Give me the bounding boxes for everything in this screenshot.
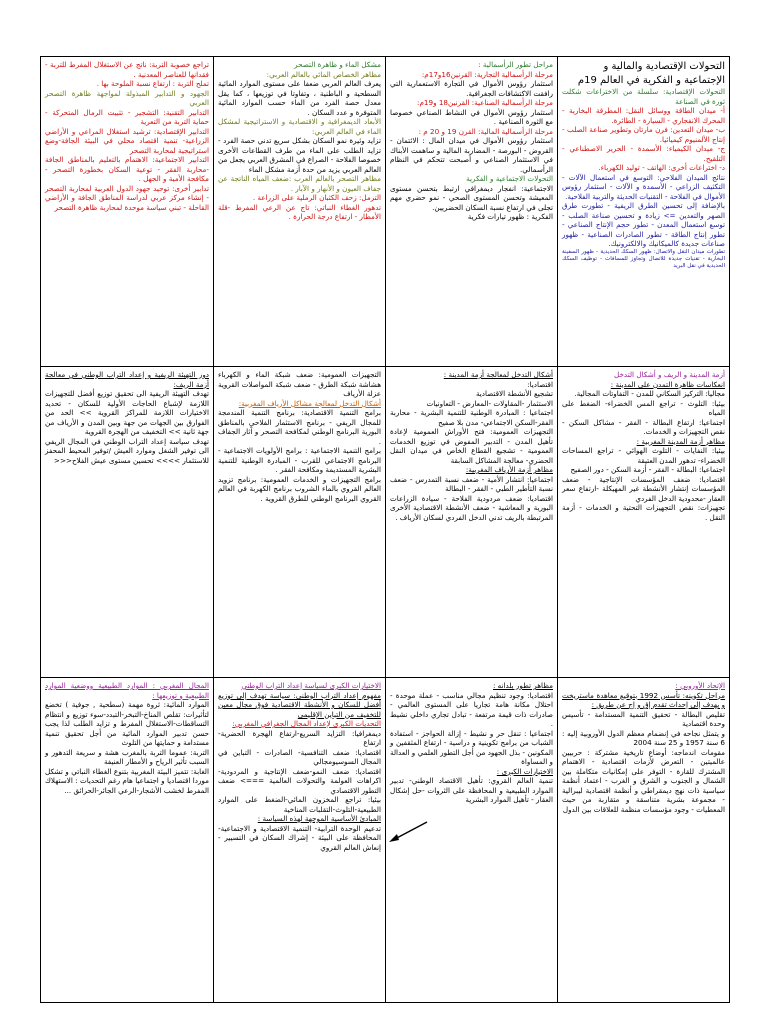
cell-line: أزمة المدينة و الريف و أشكال التدخل [614,370,725,379]
cell-line: تجهيزات: نقص التجهيزات التحتية و الخدمات - أزمة النقل . [562,503,725,522]
cell-line: مرحلة الرأسمالية المالية: القرن 19 و 20 م : [418,126,553,136]
cell-line: مظاهر أزمة الأرياف المغربية: [465,465,553,474]
cell-line: تهدف التهيئة الريفية الى تحقيق توزيع أفضل للتجهيزات اللازمة لإشباع الحاجات الأولية للسكان - تحديد الاختيارات اللازمة للمراكز القروية >> الحد من الفوارق بين الجهات من جهة وبين المدن و الأرياف من جهة ثانية >> التخفيف من الهجرة القروية [45,389,209,436]
cell-line: استثمار رؤوس الأموال في التجارة الاستعمارية التي رافقت الاكتشافات الجغرافية. [390,79,553,98]
cell-economic-transformations [557,57,729,367]
cell-line: التحولات الإقتصادية: سلسلة من الاختراعات شكلت ثورة في الصناعة [562,87,725,106]
cell-line: تدهور الغطاء النباتي: تاج عن الرعي المفرط -قلة الأمطار - ارتفاع درجة الحرارة . [218,202,381,221]
cell-moroccan-resources [41,678,213,1002]
cell-line: الاستثمار -المقاولات -المعارض - التعاونيات [426,398,553,408]
cell-line: تراجع خصوبة التربة: ناتج عن الاستغلال المفرط للتربة - فقدانها للعناصر المعدنية . [45,60,209,79]
cell-line: اقتصاديا: [527,379,553,389]
cell-line: المجال المغربي : الموارد الطبيعية ووضعية الموارد الطبيعية و توزيعها : [45,681,209,700]
cell-european-union [557,678,729,1002]
cell-line: التدابير التقنية: التشجير - تثبيت الرمال المتحركة - حماية التربة من التعرية [45,107,209,126]
cell-line: تدابير أخرى: توحيد جهود الدول العربية لمحاربة التصحر - إنشاء مركز عربي لدراسة المناطق الجافة و الأراضي القاحلة - تبني سياسة موحدة لمحاربة ظاهرة التصحر [45,183,209,212]
cell-line: اقتصاديا: ضعف المؤسسات الإنتاجية - ضعف المؤسسات إنتشار الأنشطة غير المهيكلة -ارتفاع سعر العقار -محدودية الدخل الفردي [562,474,725,503]
cell-city-rural-crisis [557,367,729,678]
cell-line: مراحل تكوينه: تأسس 1992 بتوقيع معاهدة ماستريخت و يهدف إلى إحداث تقدم إق و إج عن طريق : [562,690,725,709]
cell-line: التدابير الاجتماعية: الاهتمام بالتعليم بالمناطق الجافة -محاربة الفقر - توعية السكان بخطورة التصحر - مكافحة الأمية و الجهل . [45,155,209,183]
cell-line: اجتماعيا: البطالة - الفقر - أزمة السكن - دور الصفيح [570,465,725,474]
cell-capitalism-stages [385,57,557,367]
cell-line: استثمار رؤوس الأموال في ميدان المال : الائتمان - القروض - البورصة - المضاربة المالية و ساهمت الأبناك في الاستثمار الصناعي و أصبحت تتحكم في النظام الرأسمالي. [390,136,553,174]
cell-line: اقتصاديا: ضعف النمو-ضعف الإنتاجية و المردودية-اكراهات العولمة والتحولات العالمية ===> ضعف التطور الاقتصادي [218,766,381,795]
cell-rural-planning [41,367,213,678]
cell-line: الترمل: زحف الكثبان الرملية على الزراعة . [252,193,381,202]
cell-line: التجهيزات العمومية: فتح الأوراش العمومية لإعادة تأهيل المدن - التدبير المفوض في توزيع الخدمات العمومية - تشجيع القطاع الخاص في ميدان النقل الحضري- معالجة المشاكل السابقة [390,427,553,465]
cell-line: اقتصاديا: ضعف مردودية الفلاحة - سيادة الزراعات البورية و المعاشية - ضعف الأنشطة الاقتصادية الأخرى المرتبطة بالريف تدني الدخل الفردي لسكان الأرياف . [390,493,553,522]
cell-line: مشكل الماء و ظاهرة التصحر [294,60,381,69]
cell-line: د- اختراعات أخرى: الهاتف - توليد الكهرباء. [598,163,725,172]
cell-line: مرحلة الرأسمالية التجارية: القرنين16و17م: [421,69,553,79]
cell-line: أشكال التدخل لمعالجة مشاكل الأرياف المغربية: [238,398,381,408]
cell-line: اجتماعيا: ارتفاع البطالة - الفقر - مشاكل السكن - نقص التجهيزات و الخدمات. [562,417,725,436]
cell-line: مظاهر التصحر بالعالم العرب :ضعف المياه الناتجة عن جفاف العيون و الأنهار و الآبار . [218,174,381,193]
cell-city-intervention [385,367,557,678]
cell-line: الموارد المائية: ثروة مهمة (سطحية , جوفية ) تخضع لتأثيرات: تقلص المناخ-التبخر-التبدد-سوء توزيع و انتظام التساقطات-الاستغلال المفرط و تزايد الطلب لذا يجب حسن تدبير الموارد المائية من أجل تحقيق تنمية مستدامة و حمايتها من التلوث [45,700,209,747]
cell-line: برامج التنمية الاقتصادية: برنامج التنمية المندمجة للمجال الريفي - برنامج الاستثمار الفلاحي بالمناطق البورية البرنامج الوطني لمكافحة التصحر و آثار الجفاف . [218,408,381,446]
cell-line: مظاهر أزمة المدينة المغربية : [636,436,725,446]
cell-line: الاجتماعية: انفجار ديمغرافي ارتبط بتحسن مستوى المعيشة وتحسن المستوى الصحي - نمو حضري مهم تجلى في ارتفاع نسبة السكان الحضريين. [390,183,553,212]
cell-line: برامج التنمية الاجتماعية : برامج الأولويات الاجتماعية - البرنامج الاجتماعي للقرب - المبادرة الوطنية للتنمية البشرية المستديمة ومكافحة الفقر . [218,446,381,474]
cell-line: المبادئ الأساسية الموجهة لهذه السياسة : [257,814,381,823]
cell-line: ج- ميدان الكيمياء: الأسمدة - الحرير الاصطناعي - التلقيح. [562,144,725,163]
cell-line: مجاليا: التركيز السكاني للمدن - التفاوتات المجالية. [574,389,725,398]
cell-desertification-measures [41,57,213,367]
cell-line: ب- ميدان التعدين: فرن مارتان وتطوير صناعة الصلب - إنتاج الألمنيوم كيميائيا. [562,125,725,144]
cell-line: الفكرية : ظهور تيارات فكرية [467,212,553,221]
cell-line: تطورات ميدان النقل والاتصال: ظهور السكك الحديدية - ظهور السفينة البخارية - تقنيات جديدة للاتصال وتجاوز للمسافات - توظيف السكك الحديدية في نقل البريد [562,248,725,269]
cell-line: مظاهر الخصاص المائي بالعالم العربي: [266,69,381,79]
cell-line: الاختيارات الكبرى لسياسة إعداد التراب الوطني [241,681,381,690]
cell-line: أ- ميدان الطاقة ووسائل النقل: المطرقة البخارية - المحرك الانفجاري - السيارة - الطائرة. [562,106,725,125]
cell-line: اجتماعيا : المبادرة الوطنية للتنمية البشرية - محاربة الفقر-السكن الاجتماعي- مدن بلا صفيح [390,408,553,427]
cell-line: أشكال التدخل لمعالجة أزمة المدينة : [443,370,553,379]
cell-line: بيئيا: التلوث - تراجع المس الخضراء- الضغط على المياه [562,398,725,417]
cell-line: اجتماعيا : تنقل حر و نشيط - إزالة الحواجز - استفادة الشباب من برامج تكوينية و دراسية - ارتفاع المثقفين و المكونين - بذل الجهود من أجل التطور العلمي و العدالة و المساواة [390,728,553,766]
cell-line: الإتحاد الأوروبي : [675,681,725,690]
cell-line: الغابة: تتميز البيئة المغربية بتنوع الغطاء النباتي و تشكل موردا اقتصاديا و اجتماعيا هام رغم التحديات : الاستهلاك المفرط لخشب الأشجار-الرعي الجائر-الحرائق ... [45,766,209,795]
cell-line: تقليص البطالة - تحقيق التنمية المستدامة - تأسيس وحدة اقتصادية [562,709,725,728]
cell-line: تدعيم الوحدة الترابية- التنمية الاقتصادية و الاجتماعية- المحافظة على البيئة - إشراك السكان في التسيير - إنعاش العالم القروي [218,823,381,852]
cell-line: بالإضافة إلى تحسين الطرق الريفية - تطورت طرق الصهر والتعدين => زيادة و تحسين صناعة الصلب - توسع استعمال المعدن - تطور حجم الإنتاج الصناعي - تطور إنتاج الطاقة - تطور الصادرات الصناعية - ظهور صناعات جديدة كالميكانيك والالكترونيك. [562,201,725,248]
cell-line: نتائج الميدان الفلاحي: التوسع في استعمال الآلات - التكثيف الزراعي - الأسمدة و الآلات - استثمار رؤوس الأموال في الفلاحة - التقنيات الحديثة والتربية الفلاحية. [562,172,725,201]
cell-line: مراحل تطور الرأسمالية : [478,60,553,69]
cell-line: مفهوم إعداد التراب الوطني: سياسة تهدف إلى توزيع أفضل للسكان و الأنشطة الاقتصادية فوق مجال معين للتخفيف من التباين الإقليمي [218,690,381,719]
cell-line: و يتمثل نجاحه في إنضمام معظم الدول الأوروبية إليه : 6 سنة 1957 و 25 سنة 2004 [562,728,725,747]
cell-line: اجتماعيا: انتشار الأمية - ضعف نسبة التمدرس - ضعف نسبة التأطير الطبي - الفقر - البطالة [390,474,553,493]
cell-line: دور التهيئة الريفية و إعداد التراب الوطني في معالجة أزمة الريف: [45,370,209,389]
cell-line: مقومات اندماجه: أوضاع تاريخية مشتركة : حربيين عالميتين - التعرض لأزمات اقتصادية - الاهتمام المشترك للقارة - التوفر على إمكانيات متكاملة بين الشمال و الجنوب و الشرق و الغرب - اعتماد أنظمة سياسية ذات نهج ديمقراطي و أنظمة اقتصادية ليبرالية - مجموعة بشرية متناسقة و متقاربة من حيث المعطيات - وجود مؤسسات منظمة للعلاقات بين الدول [562,747,725,814]
cell-line: تشجيع الأنشطة الاقتصادية [475,389,553,398]
cell-territorial-planning [213,678,385,1002]
cell-line: التدابير الإقتصادية: ترشيد استغلال المراعي و الأراضي الزراعية- تنمية اقتصاد محلي في البيئة الجافة-وضع استراتيجية لمحاربة التصحر [45,126,209,155]
cell-line: تهدف سياسة إعداد التراب الوطني في المجال الريفي الى توفير الشغل وموارد العيش /توفير المحيط المحفز للاستثمار >>>> تحسين مستوى عيش الفلاح<<< [45,436,209,465]
cell-line: مرحلة الرأسمالية الصناعية: القرنين18 و19م: [417,98,553,107]
cell-line: التربة: عموما التربة بالمغرب هشة و سريعة التدهور و السبب تأثير الرياح و الأمطار العنيفة [45,747,209,766]
cell-line: تزايد وثيرة نمو السكان بشكل سريع تدني حصة الفرد - تزايد الطلب على الماء من طرف القطاعات الأخرى خصوصا الفلاحة - الصراع في المشرق العربي يجعل من العالم العربي يزيد من حدة أزمة مشكل الماء [218,136,381,174]
cell-line: التحولات الإقتصادية والمالية و [603,61,725,72]
cell-line: استثمار رؤوس الأموال في النشاط الصناعي خصوصا مع الثورة الصناعية . [390,107,553,126]
cell-line: الاختيارات الكبرى : [496,766,553,776]
cell-line: الجهود و التدابير المبذولة لمواجهة ظاهرة التصحر العربي [45,88,209,107]
cell-line: اقتصاديا: ضعف التنافسية- الصادرات - التباين في المجال السوسيومجالي [218,747,381,766]
cell-line: انعكاسات ظاهرة التمدن على المدينة : [610,379,725,389]
cell-line: التحولات الاجتماعية و الفكرية [466,174,553,183]
cell-line: برامج التجهيزات و الخدمات العمومية: برنامج تزويد العالم القروي بالماء الشروب برنامج الكهربة في العالم القروي البرنامج الوطني للطرق القروية . [218,474,381,503]
cell-line: يعرف العالم العربي ضعفا على مستوى الموارد المائية السطحية و الباطنية ، وتفاوتا في توزيعها ، كما يقل معدل حصة الفرد من الماء حسب الموارد المائية المتوفرة و عدد السكان . [218,79,381,117]
summary-table [40,56,730,1003]
arrow-icon [387,818,429,846]
cell-line: تنمية العالم القروي: تأهيل الاقتصاد الوطني- تدبير الموارد الطبيعية و المحافظة على الثروات -حل إشكال العقار - تأهيل الموارد البشرية [390,776,553,804]
cell-water-desertification [213,57,385,367]
cell-line: التحديات الكبرى لإعداد المجال الجغرافي المغربي: [232,719,381,728]
cell-line: الأبعاد الديمغرافية و الاقتصادية و الاستراتيجية لمشكل الماء في العالم العربي: [218,117,381,136]
cell-line: ديمغرافيا: التزايد السريع-ارتفاع الهجرة الحضرية- ارتفاع [218,728,381,747]
cell-line: مظاهر تطور بلدانه : [492,681,553,690]
cell-line: تملح التربة : ارتفاع نسبة الملوحة بها . [96,79,209,88]
cell-line: اقتصاديا: وجود تنظيم مجالي مناسب - عملة موحدة - احتلال مكانة هامة تجاريا على المستوى العالمي - صادرات ذات قيمة مرتفعة - تبادل تجاري داخلي نشيط . [390,690,553,728]
cell-rural-intervention [213,367,385,678]
cell-line: بيئيا: النفايات - التلوث الهوائي - تراجع المساحات الخضراء- تدهور المدن العتيقة [562,446,725,465]
cell-line: التجهيزات العمومية: ضعف شبكة الماء و الكهرباء هشاشة شبكة الطرق - ضعف شبكة المواصلات القروية عزلة الأرياف [218,370,381,398]
cell-line: الإجتماعية و الفكرية في العالم 19م [577,74,725,86]
cell-line: بيئيا: تراجع المخزون المائي-الضغط على الموارد الطبيعية-التلوث-التقلبات المناخية [218,795,381,814]
